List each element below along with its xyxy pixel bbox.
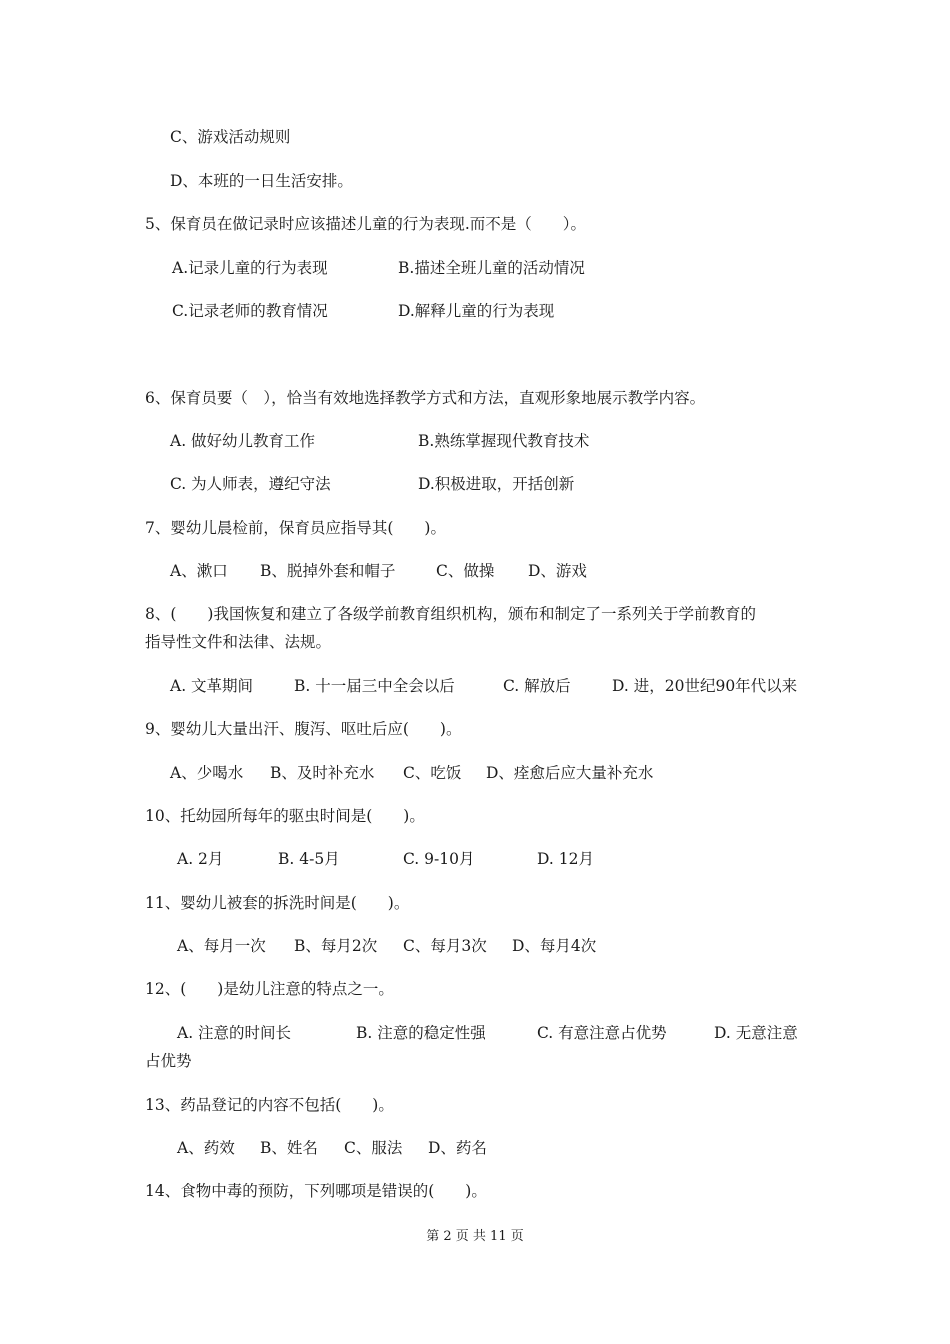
- q10-option-b: B. 4-5月: [278, 850, 340, 868]
- q10-text: 10、托幼园所每年的驱虫时间是( )。: [145, 807, 425, 825]
- q13-option-c: C、服法: [344, 1139, 403, 1157]
- q9-option-b: B、及时补充水: [270, 764, 375, 782]
- q10-option-a: A. 2月: [177, 850, 224, 868]
- q8-option-d: D. 进，20世纪90年代以来: [612, 677, 798, 695]
- q8-option-c: C. 解放后: [503, 677, 571, 695]
- q7-text: 7、婴幼儿晨检前，保育员应指导其( )。: [145, 519, 446, 537]
- q9-option-c: C、吃饭: [403, 764, 462, 782]
- q6-option-d: D.积极进取，开括创新: [418, 475, 575, 493]
- q7-option-b: B、脱掉外套和帽子: [260, 562, 396, 580]
- q7-option-a: A、漱口: [170, 562, 228, 580]
- q12-option-d-cont: 占优势: [145, 1052, 192, 1070]
- q11-text: 11、婴幼儿被套的拆洗时间是( )。: [145, 894, 410, 912]
- q10-option-d: D. 12月: [537, 850, 594, 868]
- q13-option-a: A、药效: [177, 1139, 235, 1157]
- q12-option-a: A. 注意的时间长: [177, 1024, 292, 1042]
- q12-option-d: D. 无意注意: [714, 1024, 798, 1042]
- q4-option-d: D、本班的一日生活安排。: [170, 172, 353, 190]
- q14-text: 14、食物中毒的预防，下列哪项是错误的( )。: [145, 1182, 487, 1200]
- q12-option-c: C. 有意注意占优势: [537, 1024, 667, 1042]
- q9-option-d: D、痊愈后应大量补充水: [486, 764, 654, 782]
- q7-option-c: C、做操: [436, 562, 495, 580]
- q6-option-b: B.熟练掌握现代教育技术: [418, 432, 590, 450]
- q11-option-a: A、每月一次: [177, 937, 266, 955]
- q5-option-c: C.记录老师的教育情况: [172, 302, 328, 320]
- q10-option-c: C. 9-10月: [403, 850, 475, 868]
- q6-option-a: A. 做好幼儿教育工作: [170, 432, 316, 450]
- q8-option-b: B. 十一届三中全会以后: [294, 677, 455, 695]
- q7-option-d: D、游戏: [528, 562, 587, 580]
- q12-text: 12、( )是幼儿注意的特点之一。: [145, 980, 394, 998]
- q8-text: 8、( )我国恢复和建立了各级学前教育组织机构，颁布和制定了一系列关于学前教育的: [145, 605, 756, 623]
- q11-option-b: B、每月2次: [294, 937, 378, 955]
- q9-text: 9、婴幼儿大量出汗、腹泻、呕吐后应( )。: [145, 720, 462, 738]
- q11-option-c: C、每月3次: [403, 937, 487, 955]
- q8-text-cont: 指导性文件和法律、法规。: [145, 633, 332, 651]
- q12-option-b: B. 注意的稳定性强: [356, 1024, 486, 1042]
- q5-option-a: A.记录儿童的行为表现: [172, 259, 328, 277]
- q8-option-a: A. 文革期间: [170, 677, 254, 695]
- q5-option-d: D.解释儿童的行为表现: [398, 302, 555, 320]
- q5-text: 5、保育员在做记录时应该描述儿童的行为表现.而不是（ ）。: [145, 215, 587, 233]
- q6-option-c: C. 为人师表，遵纪守法: [170, 475, 331, 493]
- q5-option-b: B.描述全班儿童的活动情况: [398, 259, 585, 277]
- q9-option-a: A、少喝水: [170, 764, 244, 782]
- q13-text: 13、药品登记的内容不包括( )。: [145, 1096, 394, 1114]
- q6-text: 6、保育员要（ ），恰当有效地选择教学方式和方法，直观形象地展示教学内容。: [145, 389, 706, 407]
- q11-option-d: D、每月4次: [512, 937, 597, 955]
- q13-option-b: B、姓名: [260, 1139, 318, 1157]
- q13-option-d: D、药名: [428, 1139, 487, 1157]
- q4-option-c: C、游戏活动规则: [170, 128, 291, 146]
- page-footer: 第 2 页 共 11 页: [426, 1229, 524, 1244]
